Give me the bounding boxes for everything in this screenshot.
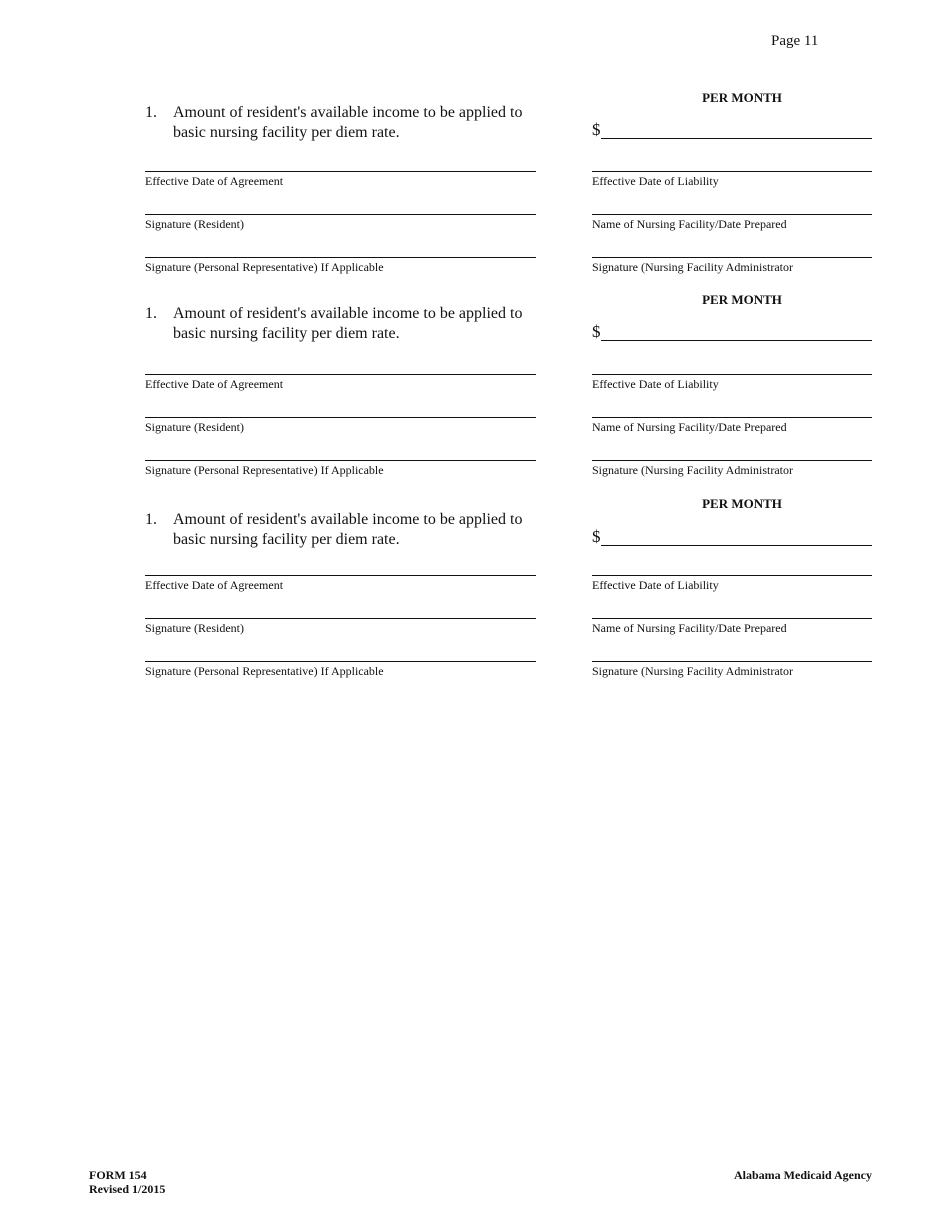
dollar-sign: $ [592, 322, 601, 341]
effective-date-agreement-field[interactable] [145, 374, 536, 391]
field-label: Signature (Resident) [145, 217, 244, 231]
income-block-3 [0, 496, 950, 696]
field-label: Signature (Personal Representative) If Applicable [145, 463, 384, 477]
field-label: Signature (Resident) [145, 621, 244, 635]
agency-name: Alabama Medicaid Agency [734, 1168, 872, 1182]
representative-signature-field[interactable] [145, 257, 536, 274]
item-text: Amount of resident's available income to be applied to basic nursing facility per diem rate. [173, 305, 523, 342]
field-label: Effective Date of Liability [592, 377, 719, 391]
monthly-amount-field[interactable] [592, 322, 872, 342]
signature-line [145, 618, 536, 619]
signature-line [145, 374, 536, 375]
field-label: Effective Date of Agreement [145, 174, 284, 188]
revision-date: Revised 1/2015 [89, 1182, 166, 1196]
signature-line [145, 214, 536, 215]
amount-line [601, 545, 872, 546]
field-label: Signature (Personal Representative) If Applicable [145, 664, 384, 678]
signature-line [592, 171, 872, 172]
monthly-amount-field[interactable] [592, 527, 872, 547]
field-label: Signature (Resident) [145, 420, 244, 434]
item-number: 1. [145, 511, 157, 528]
field-label: Effective Date of Liability [592, 578, 719, 592]
field-label: Name of Nursing Facility/Date Prepared [592, 621, 787, 635]
resident-signature-field[interactable] [145, 417, 536, 434]
signature-line [145, 257, 536, 258]
field-label: Signature (Nursing Facility Administrator [592, 463, 793, 477]
field-label: Effective Date of Liability [592, 174, 719, 188]
signature-line [145, 171, 536, 172]
effective-date-liability-field[interactable] [592, 171, 872, 188]
signature-line [592, 257, 872, 258]
signature-line [592, 618, 872, 619]
representative-signature-field[interactable] [145, 460, 536, 477]
administrator-signature-field[interactable] [592, 257, 872, 274]
item-text: Amount of resident's available income to be applied to basic nursing facility per diem rate. [173, 511, 523, 548]
field-label: Signature (Nursing Facility Administrator [592, 664, 793, 678]
field-label: Effective Date of Agreement [145, 578, 284, 592]
field-label: Signature (Personal Representative) If Applicable [145, 260, 384, 274]
monthly-amount-field[interactable] [592, 120, 872, 140]
facility-name-date-field[interactable] [592, 214, 872, 231]
facility-name-date-field[interactable] [592, 417, 872, 434]
administrator-signature-field[interactable] [592, 661, 872, 678]
facility-name-date-field[interactable] [592, 618, 872, 635]
item-text: Amount of resident's available income to be applied to basic nursing facility per diem rate. [173, 104, 523, 141]
field-label: Name of Nursing Facility/Date Prepared [592, 420, 787, 434]
per-month-heading: PER MONTH [702, 292, 782, 307]
amount-line [601, 138, 872, 139]
item-number: 1. [145, 305, 157, 322]
item-number: 1. [145, 104, 157, 121]
signature-line [145, 460, 536, 461]
effective-date-liability-field[interactable] [592, 374, 872, 391]
income-block-1 [0, 90, 950, 290]
per-month-heading: PER MONTH [702, 496, 782, 511]
form-identifier [89, 1168, 165, 1196]
field-label: Name of Nursing Facility/Date Prepared [592, 217, 787, 231]
effective-date-liability-field[interactable] [592, 575, 872, 592]
amount-line [601, 340, 872, 341]
field-label: Signature (Nursing Facility Administrator [592, 260, 793, 274]
effective-date-agreement-field[interactable] [145, 171, 536, 188]
field-label: Effective Date of Agreement [145, 377, 284, 391]
effective-date-agreement-field[interactable] [145, 575, 536, 592]
per-month-heading: PER MONTH [702, 90, 782, 105]
dollar-sign: $ [592, 527, 601, 546]
representative-signature-field[interactable] [145, 661, 536, 678]
signature-line [592, 374, 872, 375]
resident-signature-field[interactable] [145, 618, 536, 635]
dollar-sign: $ [592, 120, 601, 139]
resident-signature-field[interactable] [145, 214, 536, 231]
administrator-signature-field[interactable] [592, 460, 872, 477]
signature-line [592, 417, 872, 418]
page-number: Page 11 [771, 33, 819, 49]
signature-line [592, 575, 872, 576]
signature-line [145, 661, 536, 662]
signature-line [592, 460, 872, 461]
signature-line [592, 214, 872, 215]
signature-line [592, 661, 872, 662]
signature-line [145, 575, 536, 576]
form-number: FORM 154 [89, 1168, 147, 1182]
signature-line [145, 417, 536, 418]
income-block-2 [0, 292, 950, 492]
